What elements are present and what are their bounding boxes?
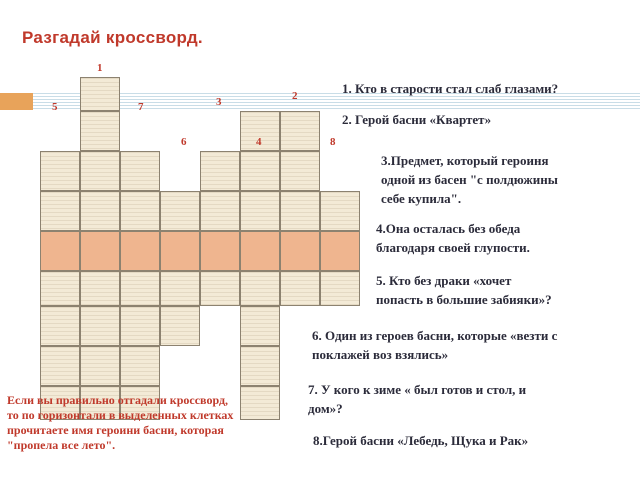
crossword-cell[interactable] [120, 191, 160, 231]
crossword-cell[interactable] [160, 231, 200, 271]
clue-5-line-2: попасть в большие забияки»? [376, 292, 552, 307]
decor-band-left [0, 93, 33, 110]
crossword-cell[interactable] [80, 346, 120, 386]
clue-number-7: 7 [138, 101, 144, 113]
clue-number-8: 8 [330, 136, 336, 148]
instruction-note [7, 393, 277, 453]
crossword-cell[interactable] [280, 151, 320, 191]
clue-2: 2. Герой басни «Квартет» [342, 112, 492, 127]
crossword-cell[interactable] [80, 111, 120, 151]
crossword-cell[interactable] [200, 231, 240, 271]
crossword-cell[interactable] [200, 271, 240, 306]
instruction-line-2: то по горизонтали в выделенных клетках [7, 408, 234, 422]
clue-4-line-1: 4.Она осталась без обеда [376, 221, 521, 236]
crossword-cell[interactable] [240, 151, 280, 191]
clue-number-3: 3 [216, 96, 222, 108]
crossword-cell[interactable] [120, 151, 160, 191]
clue-5 [376, 271, 552, 309]
crossword-cell[interactable] [160, 191, 200, 231]
clue-3-line-1: 3.Предмет, который героиня [381, 153, 549, 168]
crossword-cell[interactable] [280, 231, 320, 271]
clue-3-line-2: одной из басен "с полдюжины [381, 172, 558, 187]
clue-7-line-2: дом»? [308, 401, 343, 416]
crossword-cell[interactable] [120, 271, 160, 306]
crossword-cell[interactable] [80, 151, 120, 191]
clue-number-6: 6 [181, 136, 187, 148]
clue-6 [312, 326, 557, 364]
clue-4-line-2: благодаря своей глупости. [376, 240, 530, 255]
crossword-cell[interactable] [80, 306, 120, 346]
crossword-cell[interactable] [40, 231, 80, 271]
clue-number-5: 5 [52, 101, 58, 113]
crossword-cell[interactable] [320, 271, 360, 306]
clue-3-line-3: себе купила". [381, 191, 462, 206]
crossword-cell[interactable] [120, 231, 160, 271]
crossword-cell[interactable] [80, 231, 120, 271]
crossword-cell[interactable] [240, 191, 280, 231]
crossword-cell[interactable] [280, 271, 320, 306]
crossword-cell[interactable] [200, 191, 240, 231]
clue-7-line-1: 7. У кого к зиме « был готов и стол, и [308, 382, 527, 397]
crossword-cell[interactable] [160, 271, 200, 306]
crossword-cell[interactable] [240, 271, 280, 306]
crossword-cell[interactable] [120, 306, 160, 346]
clue-number-1: 1 [97, 62, 103, 74]
clue-5-line-1: 5. Кто без драки «хочет [376, 273, 512, 288]
crossword-cell[interactable] [40, 271, 80, 306]
clue-1: 1. Кто в старости стал слаб глазами? [342, 81, 559, 96]
clue-number-4: 4 [256, 136, 262, 148]
clue-4 [376, 219, 530, 257]
clue-8: 8.Герой басни «Лебедь, Щука и Рак» [313, 433, 529, 448]
crossword-cell[interactable] [160, 306, 200, 346]
clue-7 [308, 380, 526, 418]
clue-6-line-1: 6. Один из героев басни, которые «везти с [312, 328, 558, 343]
crossword-cell[interactable] [40, 151, 80, 191]
clue-number-2: 2 [292, 90, 298, 102]
crossword-cell[interactable] [320, 231, 360, 271]
instruction-line-1: Если вы правильно отгадали кроссворд, [7, 393, 229, 407]
instruction-line-3: прочитаете имя героини басни, которая [7, 423, 224, 437]
crossword-cell[interactable] [280, 191, 320, 231]
crossword-cell[interactable] [80, 271, 120, 306]
crossword-cell[interactable] [40, 346, 80, 386]
crossword-cell[interactable] [40, 306, 80, 346]
crossword-cell[interactable] [320, 191, 360, 231]
clue-6-line-2: поклажей воз взялись» [312, 347, 449, 362]
crossword-cell[interactable] [80, 191, 120, 231]
clue-3 [381, 151, 558, 208]
crossword-cell[interactable] [40, 191, 80, 231]
crossword-cell[interactable] [280, 111, 320, 151]
crossword-cell[interactable] [240, 306, 280, 346]
page-title: Разгадай кроссворд. [22, 28, 203, 47]
crossword-cell[interactable] [120, 346, 160, 386]
crossword-cell[interactable] [80, 77, 120, 111]
crossword-cell[interactable] [240, 346, 280, 386]
crossword-cell[interactable] [200, 151, 240, 191]
crossword-cell[interactable] [240, 231, 280, 271]
instruction-line-4: "пропела все лето". [7, 438, 116, 452]
